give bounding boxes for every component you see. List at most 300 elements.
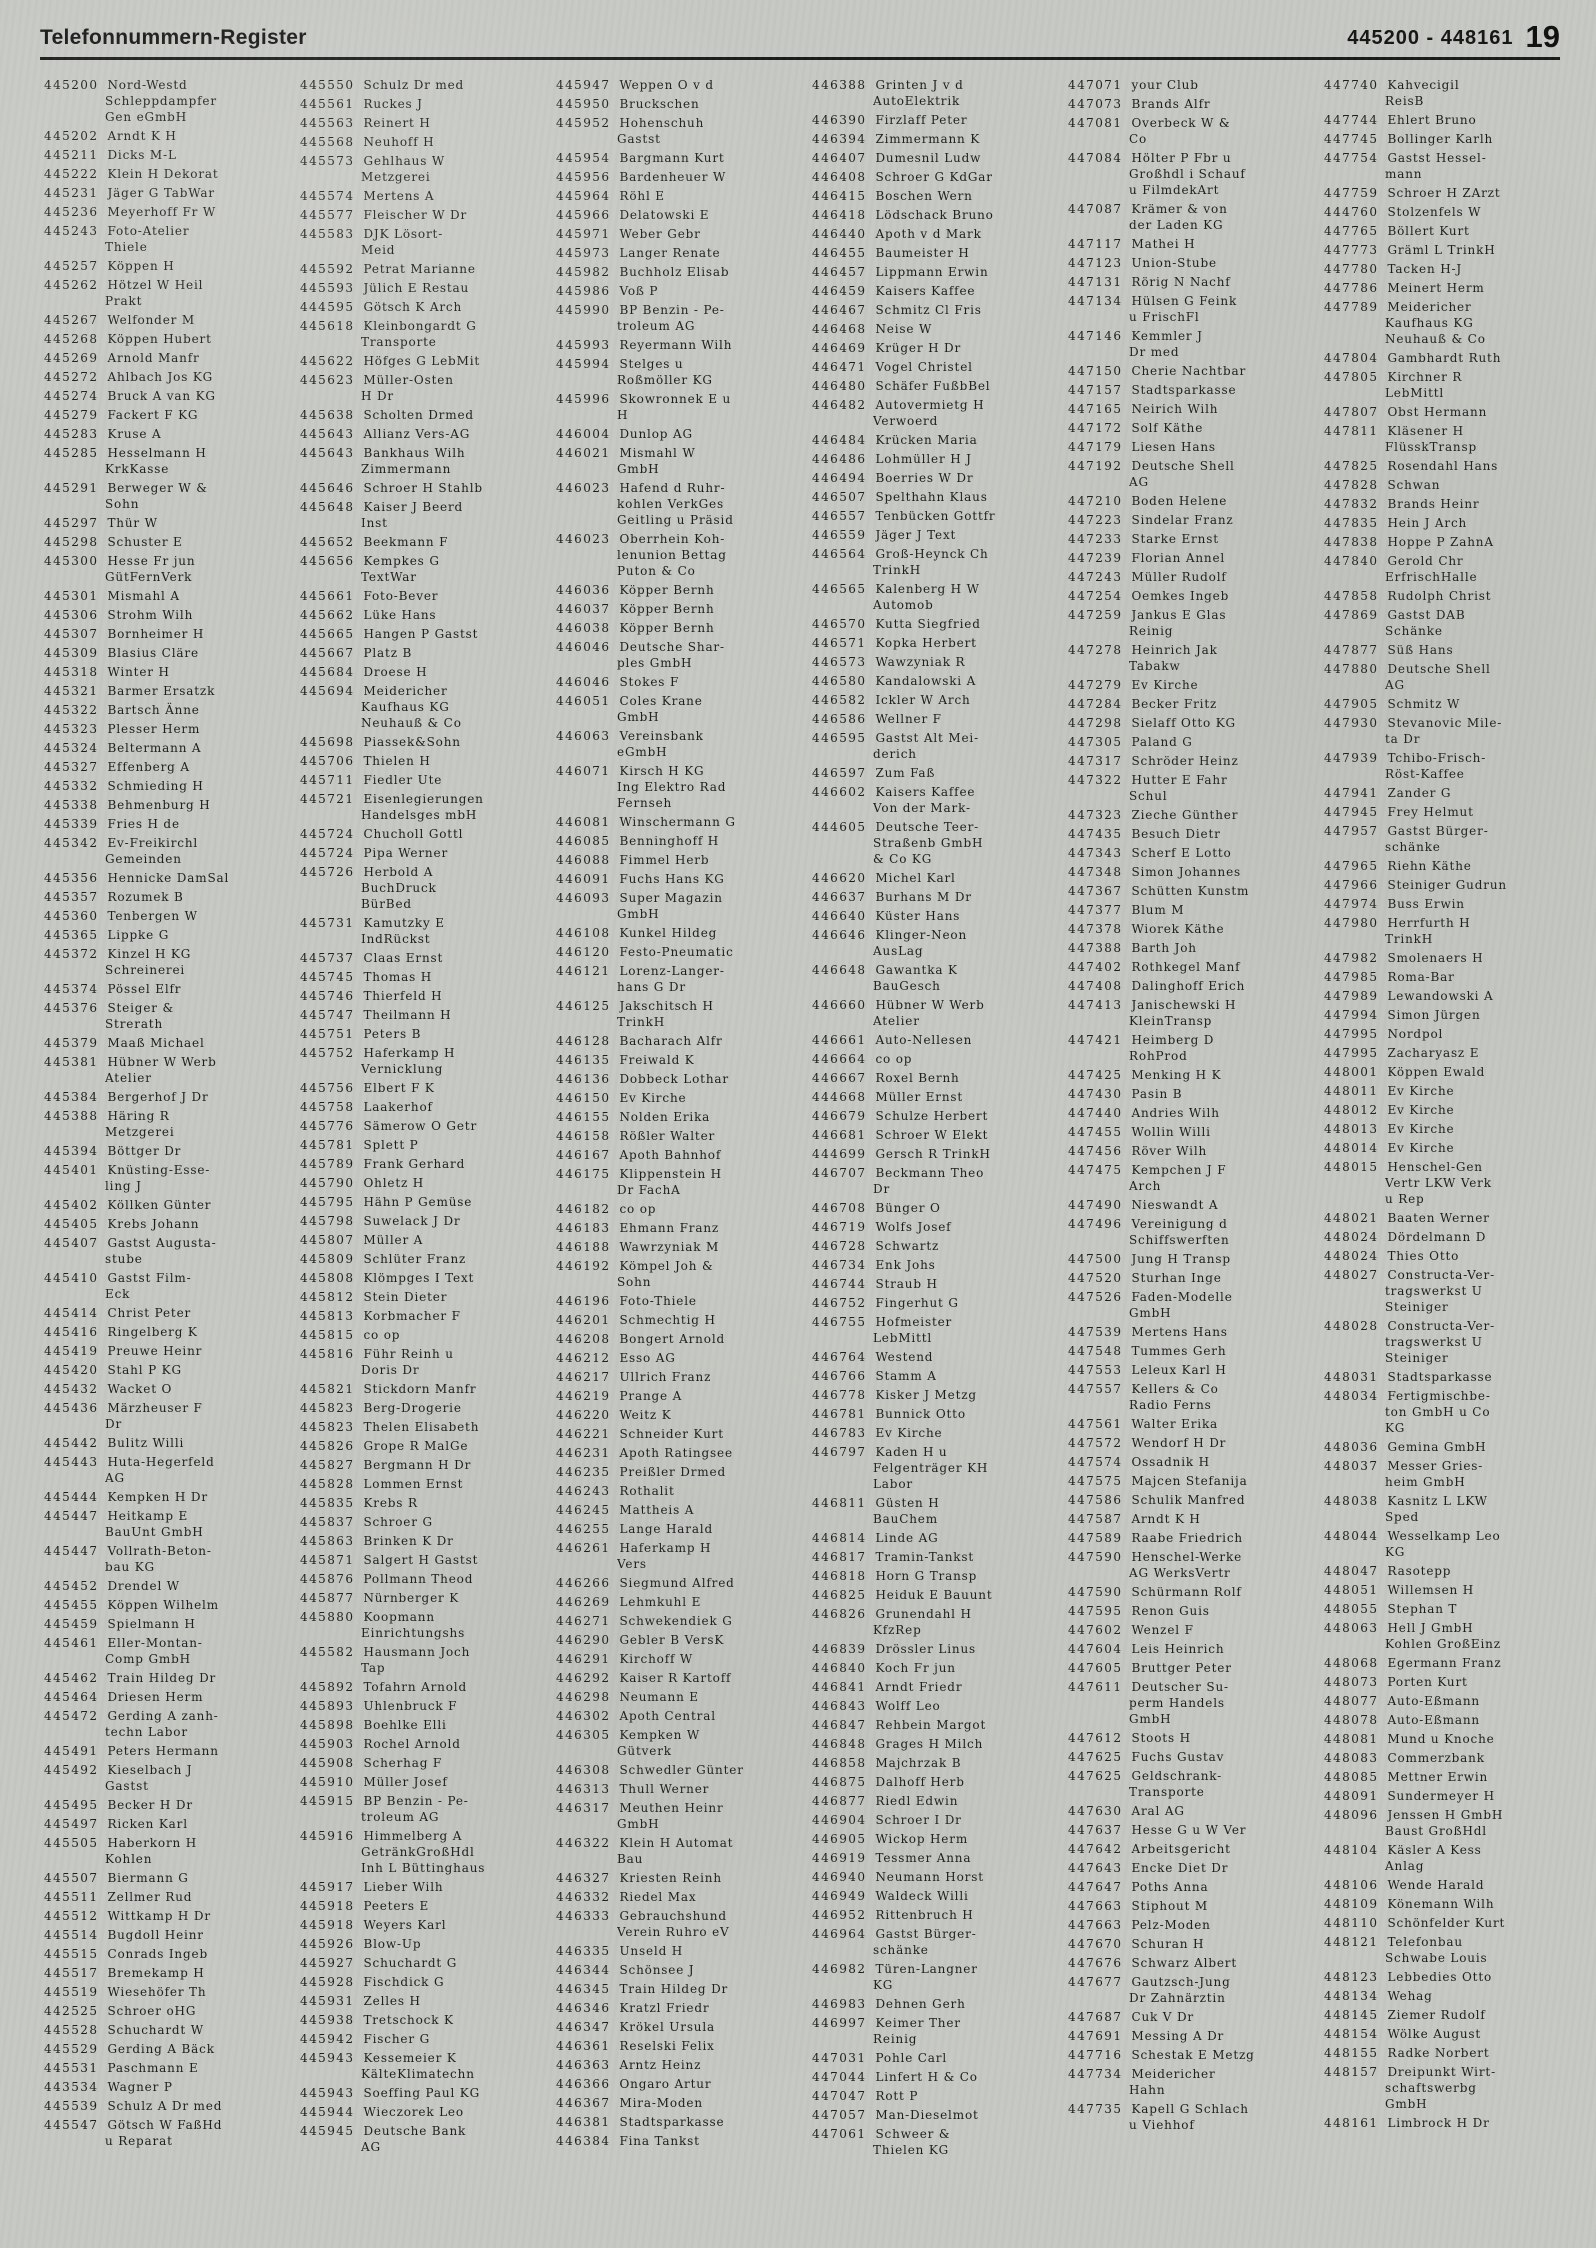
entry-text: Dreipunkt Wirt- [1387,2065,1496,2079]
entry-number: 445908 [300,1756,355,1770]
entry-number: 448044 [1324,1529,1379,1543]
entry-text: IndRückst [361,932,431,946]
entry-text: Wawzyniak R [875,655,966,669]
entry-number: 445342 [44,836,99,850]
entry-text: Schulz Dr med [363,78,465,92]
directory-entry-continuation [1068,166,1312,182]
entry-text: Stolzenfels W [1387,205,1482,219]
number-range: 445200 - 448161 [1347,27,1514,49]
entry-number [44,1851,96,1867]
directory-entry-line [300,772,544,788]
directory-entry-line [556,1689,800,1705]
entry-number: 445297 [44,516,99,530]
entry-number: 446081 [556,815,611,829]
entry-text: Hutter E Fahr [1131,773,1228,787]
directory-entry-line [44,1708,288,1724]
entry-text: Jankus E Glas [1131,608,1227,622]
entry-number: 446565 [812,582,867,596]
directory-entry-line [44,1089,288,1105]
directory-entry-line [556,582,800,598]
entry-number: 445300 [44,554,99,568]
directory-entry-line [556,1201,800,1217]
entry-text: Hofmeister [875,1315,953,1329]
entry-number: 446345 [556,1982,611,1996]
directory-entry-line [812,188,1056,204]
entry-text: BP Benzin - Pe- [363,1794,469,1808]
directory-entry-line [44,1616,288,1632]
entry-text: Pohle Carl [875,2051,948,2065]
entry-number: 447643 [1068,1861,1123,1875]
directory-entry-line [44,534,288,550]
directory-entry-line [44,445,288,461]
directory-entry-line [812,1219,1056,1235]
entry-number: 442525 [44,2004,99,2018]
directory-entry-line [812,1660,1056,1676]
directory-entry-line [556,944,800,960]
entry-text: Schwekendiek G [619,1614,733,1628]
entry-text: Meinert Herm [1387,281,1485,295]
entry-number: 446135 [556,1053,611,1067]
entry-text: Schuchardt G [363,1956,458,1970]
directory-entry-line [44,702,288,718]
entry-text: Obst Hermann [1387,405,1488,419]
entry-text: Nordpol [1387,1027,1444,1041]
directory-entry-continuation [812,978,1056,994]
entry-text: Handelsges mbH [361,808,478,822]
directory-entry-line [556,1071,800,1087]
entry-number: 447994 [1324,1008,1379,1022]
directory-entry-line [1324,496,1568,512]
entry-number: 446037 [556,602,611,616]
entry-text: Keimer Ther [875,2016,961,2030]
entry-text: Kalenberg H W [875,582,980,596]
entry-number: 446468 [812,322,867,336]
entry-text: Barmer Ersatzk [107,684,216,698]
entry-text: Thomas H [363,970,433,984]
directory-entry-continuation [556,496,800,512]
directory-entry-continuation [300,1809,544,1825]
entry-text: AG WerksVertr [1129,1566,1231,1580]
directory-entry-line [44,889,288,905]
directory-entry-line [1324,1369,1568,1385]
entry-text: AutoElektrik [873,94,961,108]
entry-number [1068,1232,1120,1248]
entry-number: 445462 [44,1671,99,1685]
entry-text: Schwarz Albert [1131,1956,1238,1970]
entry-text: Neuhauß & Co [1385,332,1486,346]
directory-entry-line [812,1146,1056,1162]
entry-text: Kaiser R Kartoff [619,1671,732,1685]
entry-text: Firzlaff Peter [875,113,968,127]
entry-number: 445706 [300,754,355,768]
entry-number [1324,1474,1376,1490]
entry-number: 446573 [812,655,867,669]
entry-text: Mattheis A [619,1503,695,1517]
directory-entry-continuation [812,835,1056,851]
directory-entry-line [1068,1251,1312,1267]
directory-entry-continuation [1068,1990,1312,2006]
entry-number: 446708 [812,1201,867,1215]
entry-text: Lüke Hans [363,608,437,622]
entry-text: Andries Wilh [1131,1106,1220,1120]
entry-number [300,1844,352,1860]
entry-number: 446266 [556,1576,611,1590]
entry-number: 446707 [812,1166,867,1180]
entry-text: Güsten H [875,1496,940,1510]
entry-number: 446905 [812,1832,867,1846]
entry-text: Suwelack J Dr [363,1214,461,1228]
directory-entry-line [812,1349,1056,1365]
entry-number: 445505 [44,1836,99,1850]
entry-text: Labor [873,1477,913,1491]
entry-number: 446415 [812,189,867,203]
entry-number: 445928 [300,1975,355,1989]
entry-text: Wellner F [875,712,942,726]
entry-number: 445455 [44,1598,99,1612]
directory-entry-continuation [1324,1299,1568,1315]
directory-entry-continuation [1324,766,1568,782]
directory-entry-line [300,1099,544,1115]
directory-entry-continuation [1324,93,1568,109]
directory-entry-line [812,2050,1056,2066]
directory-entry-continuation [300,880,544,896]
entry-number: 447475 [1068,1163,1123,1177]
entry-text: Telefonbau [1387,1935,1463,1949]
entry-text: Benninghoff H [619,834,720,848]
entry-number: 445497 [44,1817,99,1831]
entry-number: 446557 [812,509,867,523]
entry-number: 446390 [812,113,867,127]
entry-text: Schweer & [875,2127,951,2141]
entry-text: Weitz K [619,1408,672,1422]
entry-number [812,93,864,109]
entry-text: Nürnberger K [363,1591,460,1605]
entry-number [300,896,352,912]
entry-number: 445813 [300,1309,355,1323]
entry-text: Lebbedies Otto [1387,1970,1493,1984]
entry-text: schänke [873,1943,929,1957]
entry-number: 448081 [1324,1732,1379,1746]
directory-entry-line [556,426,800,442]
entry-text: Kaufhaus KG [361,700,450,714]
directory-entry-line [300,299,544,315]
directory-entry-line [812,616,1056,632]
entry-number: 446201 [556,1313,611,1327]
entry-number: 448077 [1324,1694,1379,1708]
directory-entry-line [812,451,1056,467]
entry-number: 445420 [44,1363,99,1377]
directory-entry-line [1068,274,1312,290]
entry-number: 446570 [812,617,867,631]
entry-number: 446384 [556,2134,611,2148]
directory-entry-line [556,1407,800,1423]
entry-text: Schmieding H [107,779,204,793]
entry-number: 447589 [1068,1531,1123,1545]
entry-text: Theilmann H [363,1008,452,1022]
entry-number [812,597,864,613]
entry-text: GmbH [617,462,660,476]
entry-number: 446640 [812,909,867,923]
entry-text: Gebrauchshund [619,1909,727,1923]
entry-number: 445808 [300,1271,355,1285]
entry-text: Schuchardt W [107,2023,204,2037]
directory-entry-continuation [1324,731,1568,747]
entry-text: Christ Peter [107,1306,192,1320]
entry-number: 445338 [44,798,99,812]
entry-number: 446121 [556,964,611,978]
entry-text: Himmelberg A [363,1829,463,1843]
entry-text: Fiedler Ute [363,773,443,787]
entry-number: 445964 [556,189,611,203]
directory-entry-line [812,2015,1056,2031]
directory-entry-line [1324,242,1568,258]
directory-entry-continuation [1324,1509,1568,1525]
entry-text: Thull Werner [619,1782,710,1796]
entry-number: 445916 [300,1829,355,1843]
entry-text: Baust GroßHdl [1385,1824,1487,1838]
entry-number: 447348 [1068,865,1123,879]
entry-number [812,800,864,816]
entry-text: Rehbein Margot [875,1718,987,1732]
directory-entry-line [300,1936,544,1952]
entry-number: 447985 [1324,970,1379,984]
entry-number: 445577 [300,208,355,222]
directory-entry-line [300,1590,544,1606]
entry-text: Piassek&Sohn [363,735,461,749]
directory-entry-continuation [1068,658,1312,674]
entry-number: 446125 [556,999,611,1013]
entry-number [44,2133,96,2149]
entry-text: Soeffing Paul KG [363,2086,481,2100]
directory-entry-line [300,1346,544,1362]
directory-entry-continuation [556,547,800,563]
directory-entry-line [1324,1563,1568,1579]
entry-number: 445459 [44,1617,99,1631]
entry-number [1068,1048,1120,1064]
entry-number: 448013 [1324,1122,1379,1136]
entry-number: 448085 [1324,1770,1379,1784]
entry-number: 445323 [44,722,99,736]
directory-entry-continuation [1324,931,1568,947]
directory-entry-line [1324,661,1568,677]
entry-number: 447421 [1068,1033,1123,1047]
directory-entry-line [812,1774,1056,1790]
entry-text: Hafend d Ruhr- [619,481,726,495]
entry-text: Zum Faß [875,766,936,780]
directory-entry-continuation [556,979,800,995]
directory-entry-line [556,1258,800,1274]
entry-text: Deutsche Shar- [619,640,725,654]
entry-text: co op [619,1202,657,1216]
entry-number: 445365 [44,928,99,942]
entry-number [300,931,352,947]
entry-number: 447780 [1324,262,1379,276]
directory-entry-line [556,2019,800,2035]
directory-entry-line [556,2095,800,2111]
entry-number: 447735 [1068,2102,1123,2116]
directory-entry-continuation [300,2066,544,2082]
entry-number [1324,1334,1376,1350]
directory-entry-line [300,1828,544,1844]
entry-number: 445931 [300,1994,355,2008]
entry-text: KrkKasse [105,462,170,476]
entry-number: 445257 [44,259,99,273]
directory-entry-line [1324,280,1568,296]
directory-entry-line [44,683,288,699]
entry-number: 447663 [1068,1918,1123,1932]
entry-number: 447243 [1068,570,1123,584]
entry-text: GmbH [617,1817,660,1831]
directory-entry-line [1068,1289,1312,1305]
entry-text: Michel Karl [875,871,956,885]
entry-text: Rothkegel Manf [1131,960,1241,974]
directory-entry-line [1068,826,1312,842]
entry-text: Gastst Bürger- [1387,824,1489,838]
entry-number: 445971 [556,227,611,241]
directory-entry-continuation [300,1625,544,1641]
directory-entry-continuation [44,962,288,978]
entry-number: 446602 [812,785,867,799]
entry-text: Arnold Manfr [107,351,200,365]
entry-number [300,242,352,258]
directory-entry-line [556,1943,800,1959]
entry-text: AG [1385,678,1405,692]
entry-number [300,1061,352,1077]
entry-text: Meuthen Heinr [619,1801,724,1815]
directory-entry-line [1068,1660,1312,1676]
entry-number: 445376 [44,1001,99,1015]
entry-text: Schütten Kunstm [1131,884,1250,898]
directory-entry-line [1324,1458,1568,1474]
entry-number: 445269 [44,351,99,365]
directory-entry-line [44,1054,288,1070]
entry-text: Festo-Pneumatic [619,945,734,959]
directory-entry-line [1324,299,1568,315]
entry-number [812,2142,864,2158]
entry-text: Kirsch H KG [619,764,705,778]
entry-number: 447239 [1068,551,1123,565]
entry-text: Limbrock H Dr [1387,2116,1490,2130]
entry-number: 447612 [1068,1731,1123,1745]
entry-number: 448011 [1324,1084,1379,1098]
directory-entry-line [1324,896,1568,912]
entry-number: 447905 [1324,697,1379,711]
entry-number: 445306 [44,608,99,622]
entry-text: Dalinghoff Erich [1131,979,1246,993]
entry-text: Skowronnek E u [619,392,732,406]
directory-entry-line [1324,1601,1568,1617]
entry-number: 446235 [556,1465,611,1479]
directory-entry-line [1068,1749,1312,1765]
entry-number [44,93,96,109]
entry-text: Pollmann Theod [363,1572,474,1586]
directory-entry-line [44,721,288,737]
entry-text: LebMittl [1385,386,1445,400]
directory-entry-line [556,115,800,131]
entry-number: 446136 [556,1072,611,1086]
entry-number [44,962,96,978]
entry-text: Ossadnik H [1131,1455,1210,1469]
directory-entry-line [44,1305,288,1321]
entry-number: 447586 [1068,1493,1123,1507]
directory-entry-line [1324,458,1568,474]
entry-text: Köpper Bernh [619,583,715,597]
directory-entry-line [1068,807,1312,823]
entry-number: 447828 [1324,478,1379,492]
entry-text: Hesse Fr jun [107,554,196,568]
entry-number: 445648 [300,500,355,514]
entry-number: 445568 [300,135,355,149]
entry-number: 445823 [300,1401,355,1415]
entry-text: Mettner Erwin [1387,1770,1489,1784]
directory-column-6 [1324,77,1568,2158]
entry-text: Hennicke DamSal [107,871,230,885]
entry-text: Schwedler Günter [619,1763,744,1777]
entry-number: 445826 [300,1439,355,1453]
entry-text: Fimmel Herb [619,853,710,867]
directory-entry-line [1324,515,1568,531]
entry-text: KleinTransp [1129,1014,1213,1028]
entry-number: 445374 [44,982,99,996]
entry-number [556,1556,608,1572]
entry-text: Dehnen Gerh [875,1997,966,2011]
entry-text: Apoth Ratingsee [619,1446,733,1460]
entry-number: 446407 [812,151,867,165]
entry-number: 446459 [812,284,867,298]
entry-text: Dr med [1129,345,1180,359]
directory-entry-continuation [812,746,1056,762]
directory-entry-continuation [44,1559,288,1575]
entry-number: 448038 [1324,1494,1379,1508]
directory-entry-line [300,2050,544,2066]
directory-entry-continuation [300,388,544,404]
directory-entry-line [812,1032,1056,1048]
directory-entry-line [812,1641,1056,1657]
entry-number: 446940 [812,1870,867,1884]
entry-number [1324,385,1376,401]
entry-text: Zieche Günther [1131,808,1239,822]
entry-number [1324,331,1376,347]
directory-entry-line [1324,423,1568,439]
entry-text: Rosendahl Hans [1387,459,1499,473]
entry-text: Gen eGmbH [105,110,188,124]
entry-number: 448157 [1324,2065,1379,2079]
entry-number: 445243 [44,224,99,238]
directory-entry-line [1068,1086,1312,1102]
entry-text: Wendorf H Dr [1131,1436,1227,1450]
entry-number: 445643 [300,446,355,460]
entry-text: Encke Diet Dr [1131,1861,1229,1875]
entry-text: Delatowski E [619,208,710,222]
entry-number: 445815 [300,1328,355,1342]
entry-number: 446346 [556,2001,611,2015]
entry-text: Prange A [619,1389,683,1403]
directory-column-4 [812,77,1056,2158]
entry-text: Rochel Arnold [363,1737,461,1751]
entry-text: Lange Harald [619,1522,714,1536]
entry-number: 446797 [812,1445,867,1459]
directory-entry-line [44,480,288,496]
entry-text: Köppen Ewald [1387,1065,1486,1079]
directory-entry-line [44,515,288,531]
directory-entry-line [556,1090,800,1106]
entry-number: 446858 [812,1756,867,1770]
directory-entry-line [300,1457,544,1473]
entry-number: 446093 [556,891,611,905]
directory-entry-line [1324,350,1568,366]
directory-entry-continuation [1324,569,1568,585]
entry-number: 445442 [44,1436,99,1450]
